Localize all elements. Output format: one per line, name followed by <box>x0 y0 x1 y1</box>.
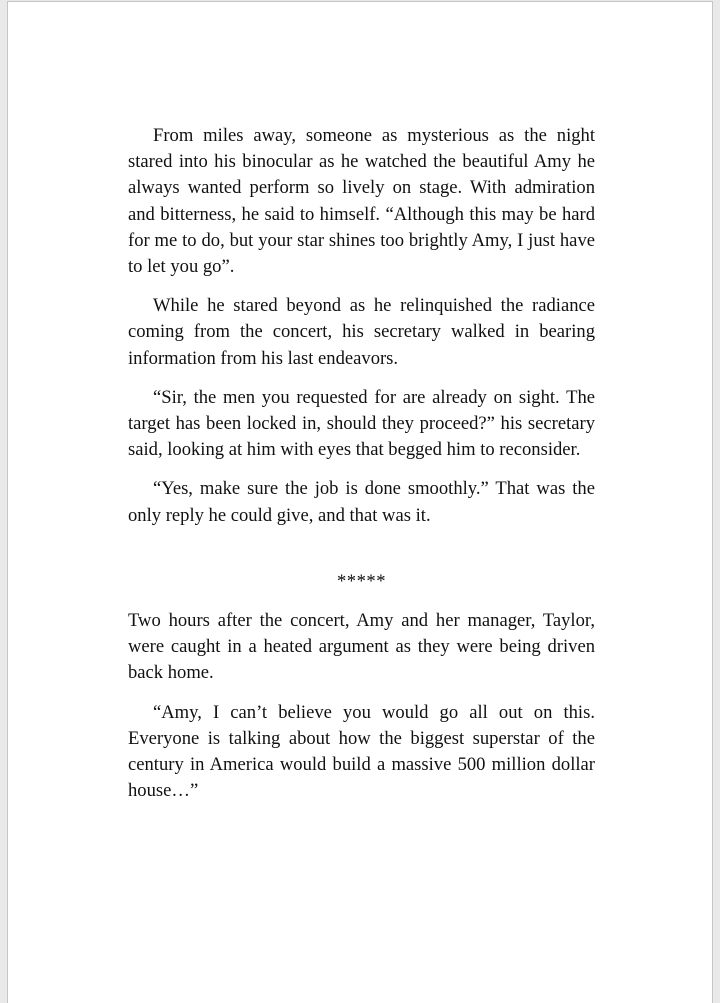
paragraph: Two hours after the concert, Amy and her manager, Taylor, were caught in a heated argument as they were being driven back home. <box>128 610 595 684</box>
paragraph: From miles away, someone as mysterious as the night stared into his binocular as he watched the beautiful Amy he always wanted perform so lively on stage. With admiration and bitterness, he said to himself. “Although this may be hard for me to do, but your star shines too brightly Amy, I just have to let you go”. <box>128 125 595 278</box>
paragraph: “Amy, I can’t believe you would go all out on this. Everyone is talking about how the biggest superstar of the century in America would build a massive 500 million dollar house…” <box>128 701 595 802</box>
paragraph: While he stared beyond as he relinquished the radiance coming from the concert, his secretary walked in bearing information from his last endeavors. <box>128 295 595 369</box>
page-body <box>128 123 595 817</box>
paragraph: “Sir, the men you requested for are already on sight. The target has been locked in, should they proceed?” his secretary said, looking at him with eyes that begged him to reconsider. <box>128 386 595 461</box>
scene-break: ***** <box>337 570 386 592</box>
document-page <box>7 1 713 1003</box>
paragraph: “Yes, make sure the job is done smoothly.” That was the only reply he could give, and that was it. <box>128 478 595 526</box>
